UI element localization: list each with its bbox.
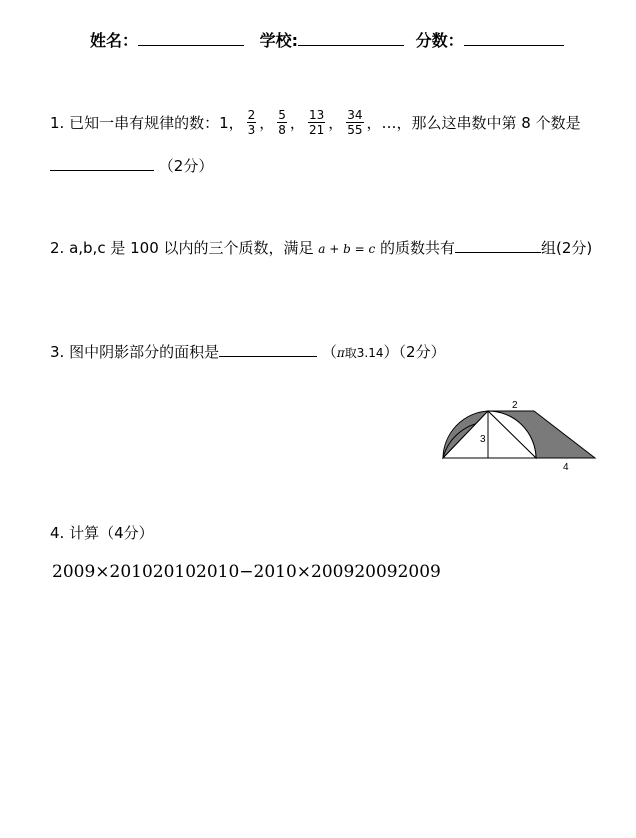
question-4-title: 4. 计算（4分） [50,524,154,542]
q1-sep: ， [259,113,275,132]
q4-expression: 2009×201020102010−2010×200920092009 [52,562,441,582]
q3-pi-symbol: π [336,346,345,360]
q1-fraction-2: $\frac{5}{8}$ [278,107,286,137]
school-blank[interactable] [298,29,404,46]
q1-sep: ， [289,113,305,132]
label-mid: 3 [480,434,486,445]
name-label: 姓名： [90,31,139,50]
q3-pi-text: 取3.14 [344,346,384,360]
q2-formula: a + b = c [318,242,376,256]
score-blank[interactable] [464,29,564,46]
question-2 [50,236,592,258]
q1-suffix: ，…，那么这串数中第 8 个数是 [366,113,581,132]
q1-answer-row [50,154,213,176]
label-bottom: 4 [563,462,569,473]
q1-fraction-1: $\frac{2}{3}$ [247,107,256,137]
q2-text: 2. a,b,c 是 100 以内的三个质数，满足 [50,239,314,257]
q1-answer-blank[interactable] [50,154,154,171]
q3-pi-open: （ [321,343,337,361]
q2-points: 组(2分) [541,239,593,257]
q1-prefix: 1. 已知一串有规律的数：1， [50,113,244,132]
q1-points: （2分） [158,157,214,175]
q2-answer-blank[interactable] [455,236,541,253]
label-top: 2 [512,400,518,411]
q1-sep: ， [328,113,344,132]
question-3 [50,340,446,362]
q3-figure [438,396,603,476]
question-1 [50,104,581,140]
q2-text2: 的质数共有 [380,239,456,257]
q3-pi-close: ） [383,343,399,361]
school-label: 学校: [259,31,298,50]
score-label: 分数： [415,31,464,50]
header-row [90,28,564,51]
q1-fraction-3: $\frac{13}{21}$ [308,107,325,137]
q1-fraction-4: $\frac{34}{55}$ [347,107,363,137]
q3-text: 3. 图中阴影部分的面积是 [50,343,220,361]
q3-points: （2分） [398,343,446,361]
name-blank[interactable] [138,29,244,46]
q3-answer-blank[interactable] [219,340,317,357]
